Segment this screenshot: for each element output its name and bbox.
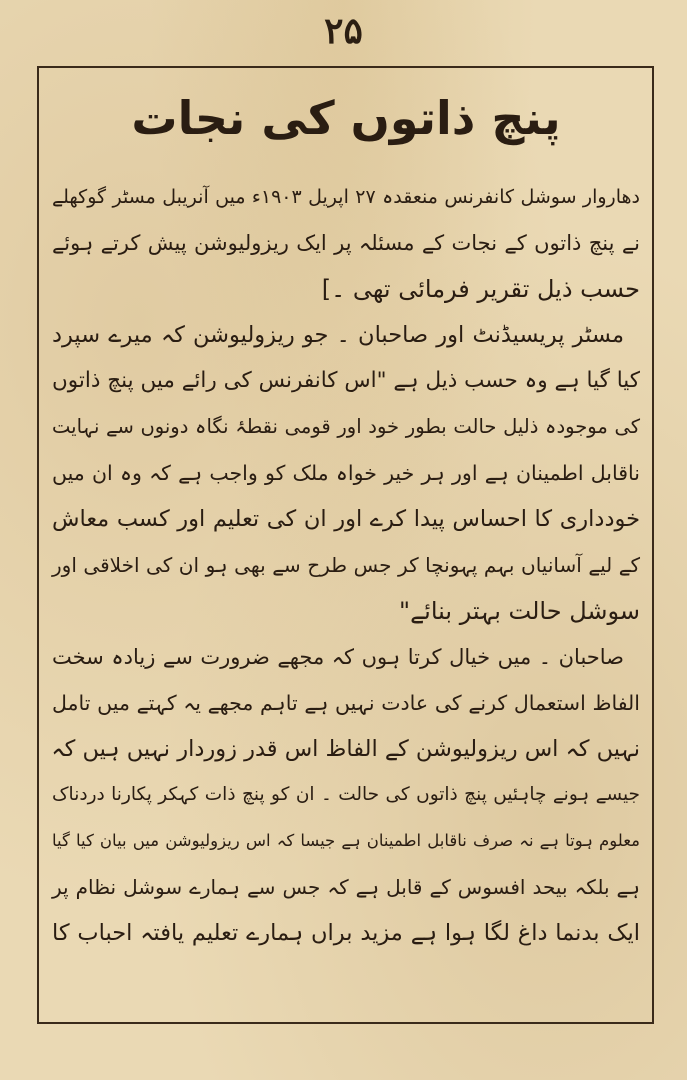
text-line: کیا گیا ہے وہ حسب ذیل ہے "اس کانفرنس کی رائے میں پنچ ذاتوں	[52, 368, 640, 393]
text-line: صاحبان ۔ میں خیال کرتا ہوں کہ مجھے ضرورت سے زیادہ سخت	[52, 645, 624, 669]
text-line: سوشل حالت بہتر بنائے"	[399, 597, 640, 625]
article-title: پنچ ذاتوں کی نجات	[131, 91, 561, 145]
text-line: الفاظ استعمال کرنے کی عادت نہیں ہے تاہم مجھے یہ کہتے میں تامل	[52, 691, 640, 715]
text-line: کی موجودہ ذلیل حالت بطور خود اور قومی نقطۂ نگاہ دونوں سے نہایت	[52, 415, 640, 438]
text-line: معلوم ہوتا ہے نہ صرف ناقابل اطمینان ہے جیسا کہ اس ریزولیوشن میں بیان کیا گیا	[52, 831, 640, 850]
text-line: جیسے ہونے چاہئیں پنچ ذاتوں کی حالت ۔ ان کو پنچ ذات کہکر پکارنا دردناک	[52, 784, 640, 805]
text-line: دھاروار سوشل کانفرنس منعقدہ ۲۷ اپریل ۱۹۰۳ء میں آنریبل مسٹر گوکھلے	[52, 186, 640, 208]
text-line: ہے بلکہ بیحد افسوس کے قابل ہے کہ جس سے ہمارے سوشل نظام پر	[52, 875, 640, 899]
text-line: خودداری کا احساس پیدا کرے اور ان کی تعلیم اور کسب معاش	[52, 506, 640, 532]
text-line: ایک بدنما داغ لگا ہوا ہے مزید براں ہمارے تعلیم یافتہ احباب کا	[52, 920, 640, 946]
article-body	[48, 78, 644, 1013]
page-number: ۲۵	[324, 10, 363, 52]
text-line: کے لیے آسانیاں بہم پہونچا کر جس طرح سے بھی ہو ان کی اخلاقی اور	[52, 553, 640, 577]
text-line: نے پنچ ذاتوں کے نجات کے مسئلہ پر ایک ریزولیوشن پیش کرتے ہوئے	[52, 231, 640, 255]
text-line: مسٹر پریسیڈنٹ اور صاحبان ۔ جو ریزولیوشن کہ میرے سپرد	[52, 322, 624, 348]
text-line: نہیں کہ اس ریزولیوشن کے الفاظ اس قدر زوردار نہیں ہیں کہ	[51, 736, 640, 762]
text-line: حسب ذیل تقریر فرمائی تھی ۔]	[321, 275, 640, 303]
text-line: ناقابل اطمینان ہے اور ہر خیر خواہ ملک کو واجب ہے کہ وہ ان میں	[52, 461, 640, 485]
